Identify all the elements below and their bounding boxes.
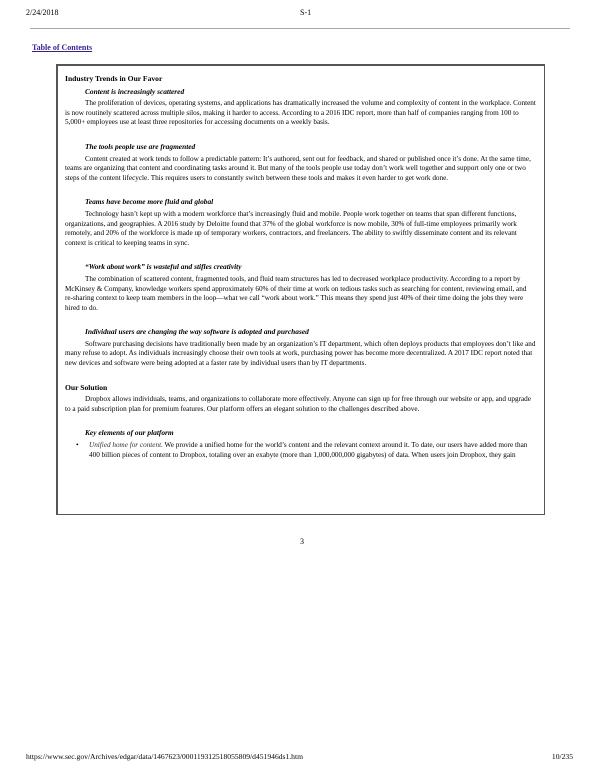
trend-section — [65, 262, 536, 313]
solution-heading: Our Solution — [65, 382, 108, 392]
trend-body: The proliferation of devices, operating systems, and applications has dramatically increased the volume and complexity of content in the workplace. Content is now routinely scattered across multiple silos, making it harder to access. According to a 2016 IDC report, more than half of companies ranging from 100 to 5,000+ employees use at least three repositories for accessing documents on a weekly basis. — [65, 99, 536, 127]
trend-section — [65, 142, 536, 183]
footer-page-count: 10/235 — [551, 752, 573, 761]
header-title: S-1 — [300, 8, 312, 17]
trend-section — [65, 87, 536, 128]
trend-title: The tools people use are fragmented — [85, 141, 196, 151]
trend-section — [65, 327, 536, 368]
solution-body: Dropbox allows individuals, teams, and organizations to collaborate more effectively. Anyone can sign up for free through our website or app, and upgrade to a paid subscription plan for premium features. Our platform offers an elegant solution to the challenges described above. — [65, 395, 531, 413]
bullet-icon: • — [76, 441, 79, 450]
content-box — [56, 64, 545, 515]
trend-body: Software purchasing decisions have traditionally been made by an organization’s IT department, which often deploys products that employees don’t like and many refuse to adopt. As individuals increasingly choose their own tools at work, purchasing power has become more decentralized. A 2017 IDC report noted that new devices and software were being adopted at a faster rate by individual users than by IT departments. — [65, 339, 536, 368]
header-divider — [30, 28, 570, 29]
trend-title: Content is increasingly scattered — [85, 86, 185, 96]
footer-url: https://www.sec.gov/Archives/edgar/data/1467623/000119312518055809/d451946ds1.htm — [26, 752, 304, 761]
trend-body: Content created at work tends to follow a predictable pattern: It’s authored, sent out for feedback, and shared or published once it’s done. At the same time, teams are organizing that content and coordinating tasks around it. But many of the tools people use today don’t work well together and support only one or two steps of the content lifecycle. This requires users to constantly switch between these tools and makes it even harder to get work done. — [65, 154, 531, 182]
platform-bullet — [65, 441, 536, 460]
header-date: 2/24/2018 — [26, 8, 59, 17]
platform-subheading: Key elements of our platform — [85, 428, 174, 438]
page-number: 3 — [300, 537, 304, 546]
trend-title: Individual users are changing the way software is adopted and purchased — [85, 327, 309, 337]
trend-body: The combination of scattered content, fragmented tools, and fluid team structures has led to decreased workplace productivity. According to a report by McKinsey & Company, knowledge workers spend approximately 60% of their time at work on tedious tasks such as searching for content, reviewing email, and re-sharing context to keep team members in the loop—what we call “work about work.” This means they spend just 40% of their time doing the jobs they were hired to do. — [65, 274, 527, 312]
trend-title: Teams have become more fluid and global — [85, 197, 214, 207]
trend-body: Technology hasn’t kept up with a modern workforce that’s increasingly fluid and mobile. People work together on teams that span different functions, organizations, and geographies. A 2016 study by Deloitte found that 37% of the global workforce is now mobile, 30% of full-time employees primarily work remotely, and 20% of the workforce is made up of temporary workers, contractors, and freelancers. The ability to swiftly disseminate content and its relevant context is critical to keeping teams in sync. — [65, 209, 517, 247]
section-heading: Industry Trends in Our Favor — [65, 74, 163, 83]
table-of-contents-link[interactable]: Table of Contents — [32, 43, 93, 52]
trend-title: “Work about work” is wasteful and stifles creativity — [85, 262, 242, 272]
bullet-text: We provide a unified home for the world’s content and the relevant context around it. To date, our users have added more than 400 billion pieces of content to Dropbox, totaling over an exabyte (more than 1,000,000,000 gigabytes) of data. When users join Dropbox, they gain — [89, 441, 528, 459]
trend-section — [65, 197, 536, 248]
bullet-lead: Unified home for content. — [89, 441, 163, 450]
